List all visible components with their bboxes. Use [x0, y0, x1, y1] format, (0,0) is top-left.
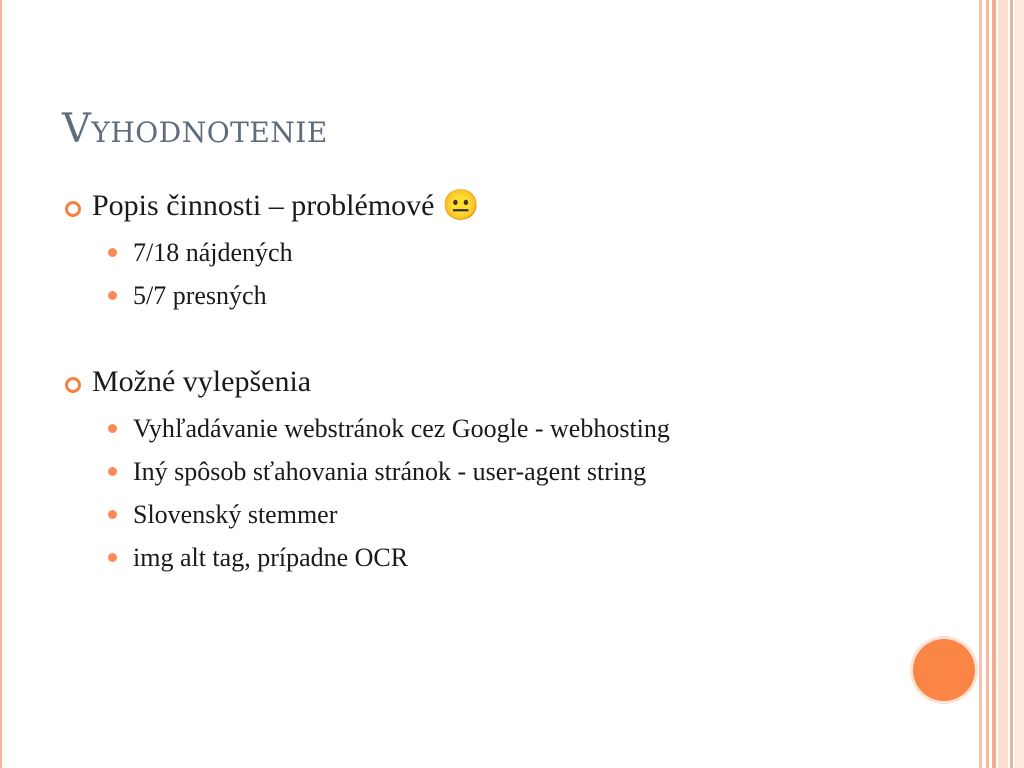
slide-title: Vyhodnotenie — [62, 106, 328, 152]
right-decor-stripe — [992, 0, 996, 768]
right-decor-stripe — [986, 0, 989, 768]
bullet-level1 — [64, 186, 964, 226]
left-decor-stripe — [0, 0, 2, 768]
decor-circle — [913, 639, 975, 701]
right-decor-stripe — [1015, 0, 1024, 768]
bullet-level2 — [64, 231, 964, 274]
slide-content — [64, 186, 964, 579]
bullet-level2 — [64, 493, 964, 536]
bullet-level2 — [64, 407, 964, 450]
dot-bullet-icon — [108, 553, 117, 562]
bullet-text: 7/18 nájdených — [133, 238, 293, 267]
dot-bullet-icon — [108, 510, 117, 519]
bullet-level2 — [64, 450, 964, 493]
right-decor-stripe — [979, 0, 982, 768]
bullet-level2 — [64, 536, 964, 579]
bullet-text: Popis činnosti – problémové 😐 — [92, 189, 480, 222]
bullet-text: Slovenský stemmer — [133, 500, 338, 529]
bullet-text: img alt tag, prípadne OCR — [133, 543, 409, 572]
right-decor-stripe — [1010, 0, 1013, 768]
ring-bullet-icon — [65, 201, 81, 217]
dot-bullet-icon — [108, 424, 117, 433]
bullet-level1 — [64, 362, 964, 402]
bullet-text: Možné vylepšenia — [92, 365, 312, 398]
dot-bullet-icon — [108, 248, 117, 257]
ring-bullet-icon — [65, 377, 81, 393]
bullet-text: Vyhľadávanie webstránok cez Google - webhosting — [133, 414, 670, 443]
bullet-level2 — [64, 274, 964, 317]
dot-bullet-icon — [108, 467, 117, 476]
right-decor-stripe — [998, 0, 1008, 768]
bullet-text: Iný spôsob sťahovania stránok - user-agent string — [133, 457, 647, 486]
bullet-text: 5/7 presných — [133, 281, 267, 310]
dot-bullet-icon — [108, 291, 117, 300]
